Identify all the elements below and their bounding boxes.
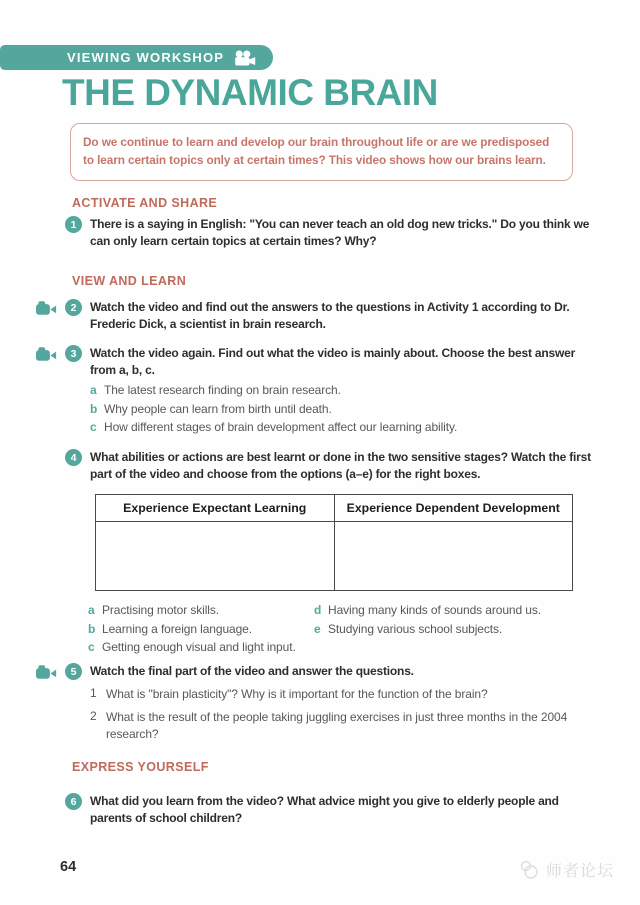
question-text: What is "brain plasticity"? Why is it important for the function of the brain?: [106, 687, 488, 701]
activity-3-options: [90, 381, 457, 437]
option-d: [314, 601, 541, 620]
question-number: 2: [90, 709, 97, 723]
option-text: Having many kinds of sounds around us.: [328, 603, 541, 617]
section-heading-activate-and-share: ACTIVATE AND SHARE: [72, 196, 218, 210]
activity-6: [0, 793, 640, 827]
option-letter: c: [90, 420, 97, 434]
option-text: Studying various school subjects.: [328, 621, 503, 636]
option-e: [314, 620, 541, 639]
option-b: [88, 620, 296, 639]
activity-1-text: There is a saying in English: "You can never teach an old dog new tricks." Do you think we can only learn certain topics at certain times? Why?: [90, 217, 590, 248]
option-text: Why people can learn from birth until death.: [104, 401, 332, 416]
activity-2: [0, 299, 640, 333]
watermark: [519, 858, 614, 881]
section-heading-view-and-learn: VIEW AND LEARN: [72, 274, 187, 288]
table-answer-cell-expectant: [96, 522, 335, 591]
option-text: How different stages of brain development affect our learning ability.: [104, 420, 458, 434]
page-title: THE DYNAMIC BRAIN: [62, 72, 438, 113]
activity-1-number-badge: 1: [65, 216, 82, 233]
option-a: [90, 381, 457, 400]
video-camera-icon: [36, 347, 59, 361]
intro-box: [70, 123, 573, 181]
activity-4-number-badge: 4: [65, 449, 82, 466]
activity-4: [0, 449, 640, 483]
option-text: Getting enough visual and light input.: [102, 640, 296, 654]
activity-1: [0, 216, 640, 250]
activity-6-number-badge: 6: [65, 793, 82, 810]
option-letter: b: [88, 621, 96, 636]
option-letter: b: [90, 401, 98, 416]
experience-table: [95, 494, 573, 591]
activity-4-options-left: [88, 601, 296, 657]
option-letter: e: [314, 621, 321, 636]
question-1: [90, 686, 576, 703]
activity-3-number-badge: 3: [65, 345, 82, 362]
activity-2-text: Watch the video and find out the answers to the questions in Activity 1 according to Dr. Frederic Dick, a scientist in brain research.: [90, 300, 570, 331]
activity-5-text: Watch the final part of the video and answer the questions.: [90, 664, 414, 678]
activity-3-text: Watch the video again. Find out what the video is mainly about. Choose the best answer from a, b, c.: [90, 346, 576, 377]
option-c: [88, 638, 296, 657]
activity-4-text: What abilities or actions are best learnt or done in the two sensitive stages? Watch the first part of the video and choose from the options (a–e) for the right boxes.: [90, 450, 591, 481]
question-2: [90, 709, 576, 743]
option-letter: c: [88, 640, 95, 654]
watermark-text: 师者论坛: [545, 863, 614, 880]
watermark-logo-icon: [519, 860, 541, 880]
viewing-workshop-banner: [0, 45, 273, 70]
activity-2-number-badge: 2: [65, 299, 82, 316]
table-header-expectant-learning: Experience Expectant Learning: [96, 495, 335, 522]
banner-label: VIEWING WORKSHOP: [67, 50, 225, 65]
activity-5-number-badge: 5: [65, 663, 82, 680]
option-a: [88, 601, 296, 620]
section-heading-express-yourself: EXPRESS YOURSELF: [72, 760, 209, 774]
movie-camera-icon: [233, 50, 257, 66]
question-text: What is the result of the people taking juggling exercises in just three months in the 2004 research?: [106, 710, 568, 741]
option-c: [90, 418, 457, 437]
activity-6-text: What did you learn from the video? What advice might you give to elderly people and parents of school children?: [90, 794, 559, 825]
activity-5: [0, 663, 640, 680]
question-number: 1: [90, 686, 97, 700]
option-text: Practising motor skills.: [102, 603, 219, 617]
option-letter: a: [90, 383, 97, 397]
option-text: The latest research finding on brain research.: [104, 383, 341, 397]
activity-3: [0, 345, 640, 379]
option-b: [90, 400, 457, 419]
activity-4-options-right: [314, 601, 541, 638]
video-camera-icon: [36, 301, 59, 315]
option-text: Learning a foreign language.: [102, 621, 252, 636]
activity-5-questions: [90, 686, 576, 749]
intro-text: Do we continue to learn and develop our brain throughout life or are we predisposed to learn certain topics only at certain times? This video shows how our brains learn.: [83, 135, 550, 168]
option-letter: d: [314, 603, 322, 617]
option-letter: a: [88, 603, 95, 617]
video-camera-icon: [36, 665, 59, 679]
table-header-dependent-development: Experience Dependent Development: [334, 495, 573, 522]
table-answer-cell-dependent: [334, 522, 573, 591]
page-number: 64: [60, 859, 77, 875]
